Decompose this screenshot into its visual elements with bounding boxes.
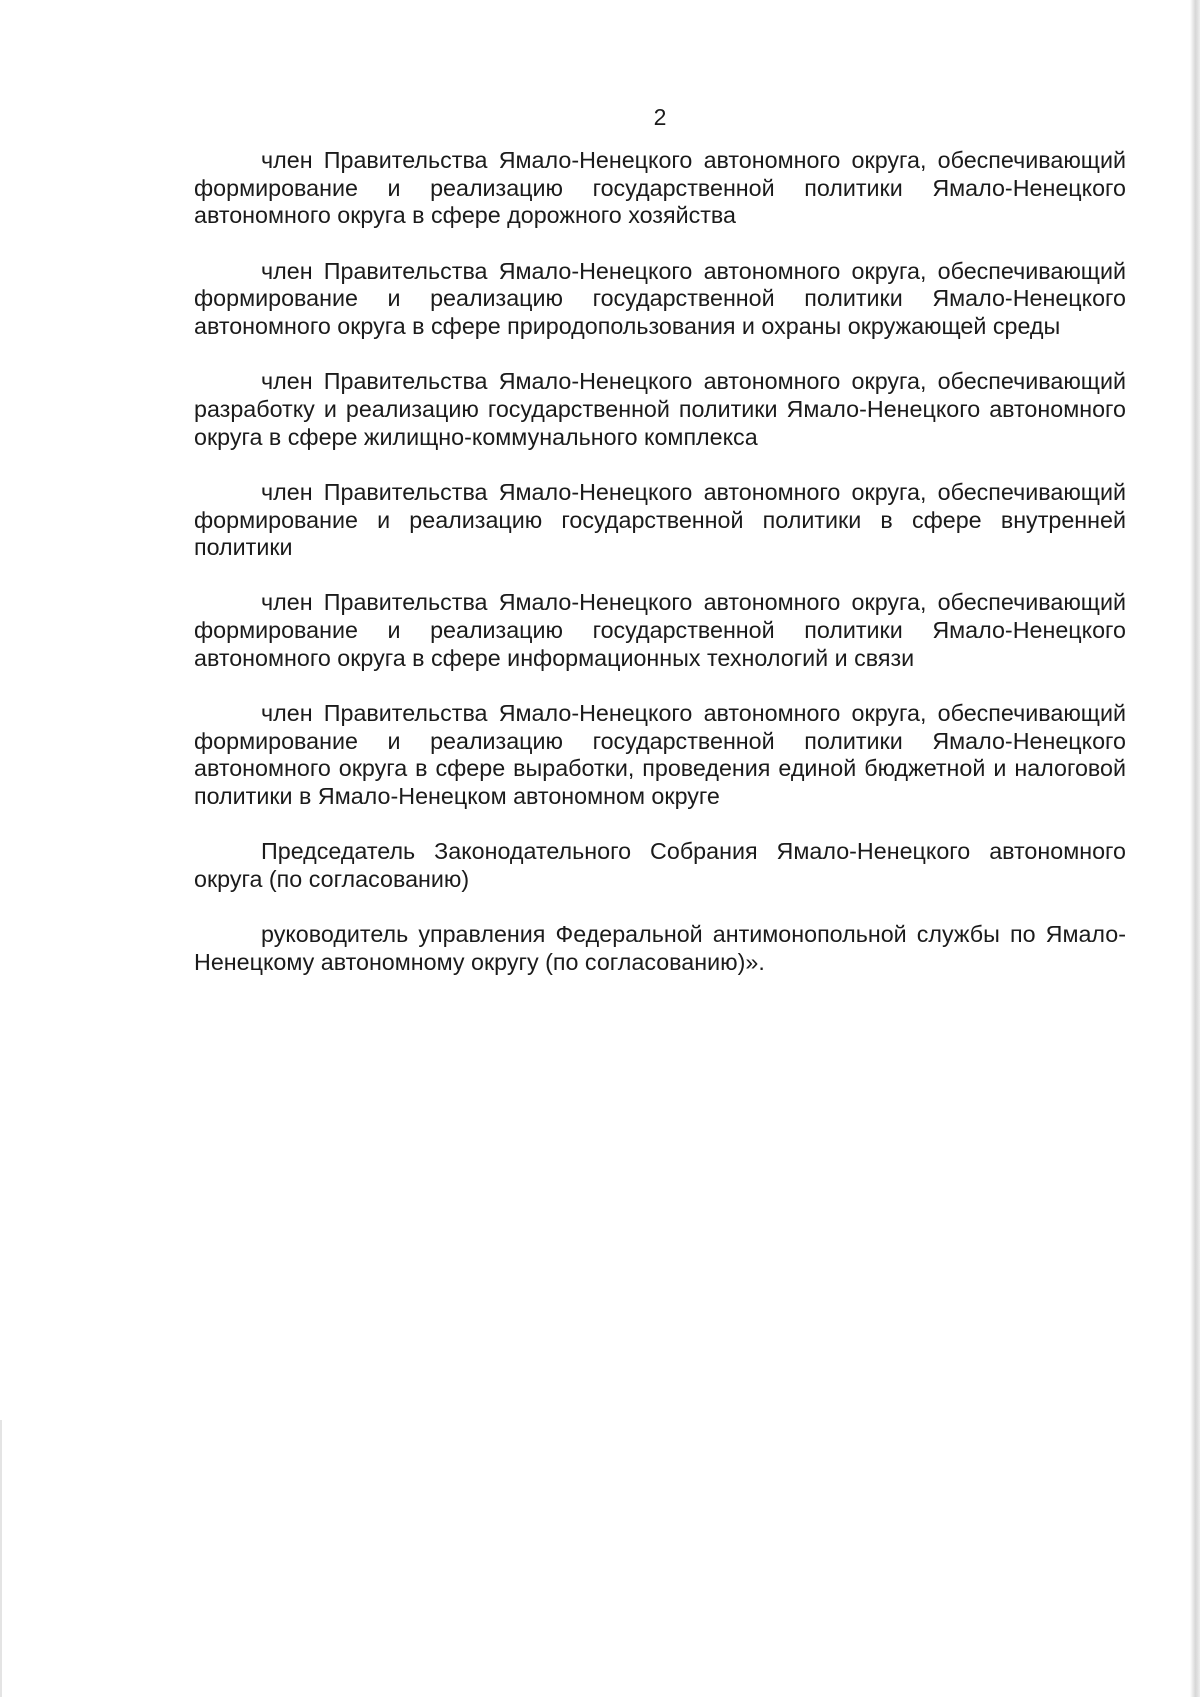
scan-left-edge bbox=[0, 1420, 2, 1697]
fas-head-paragraph: руководитель управления Федеральной антимонопольной службы по Ямало-Ненецкому автономному округу (по согласованию)». bbox=[194, 921, 1126, 975]
document-body bbox=[194, 147, 1126, 1004]
member-paragraph-housing: член Правительства Ямало-Ненецкого автономного округа, обеспечивающий разработку и реализацию государственной политики Ямало-Ненецкого автономного округа в сфере жилищно-коммунального комплекса bbox=[194, 368, 1126, 450]
member-paragraph-road: член Правительства Ямало-Ненецкого автономного округа, обеспечивающий формирование и реализацию государственной политики Ямало-Ненецкого автономного округа в сфере дорожного хозяйства bbox=[194, 147, 1126, 229]
chairman-paragraph: Председатель Законодательного Собрания Ямало-Ненецкого автономного округа (по согласованию) bbox=[194, 838, 1126, 893]
page-number: 2 bbox=[653, 104, 667, 130]
scan-right-edge bbox=[1190, 0, 1200, 1697]
member-paragraph-environment: член Правительства Ямало-Ненецкого автономного округа, обеспечивающий формирование и реализацию государственной политики Ямало-Ненецкого автономного округа в сфере природопользования и охраны окружающей среды bbox=[194, 257, 1126, 340]
member-paragraph-internal-policy: член Правительства Ямало-Ненецкого автономного округа, обеспечивающий формирование и реализацию государственной политики в сфере внутренней политики bbox=[194, 478, 1126, 561]
member-paragraph-budget: член Правительства Ямало-Ненецкого автономного округа, обеспечивающий формирование и реализацию государственной политики Ямало-Ненецкого автономного округа в сфере выработки, проведения единой бюджетной и налоговой политики в Ямало-Ненецком автономном округе bbox=[194, 700, 1126, 810]
member-paragraph-it: член Правительства Ямало-Ненецкого автономного округа, обеспечивающий формирование и реализацию государственной политики Ямало-Ненецкого автономного округа в сфере информационных технологий и связи bbox=[194, 589, 1126, 671]
